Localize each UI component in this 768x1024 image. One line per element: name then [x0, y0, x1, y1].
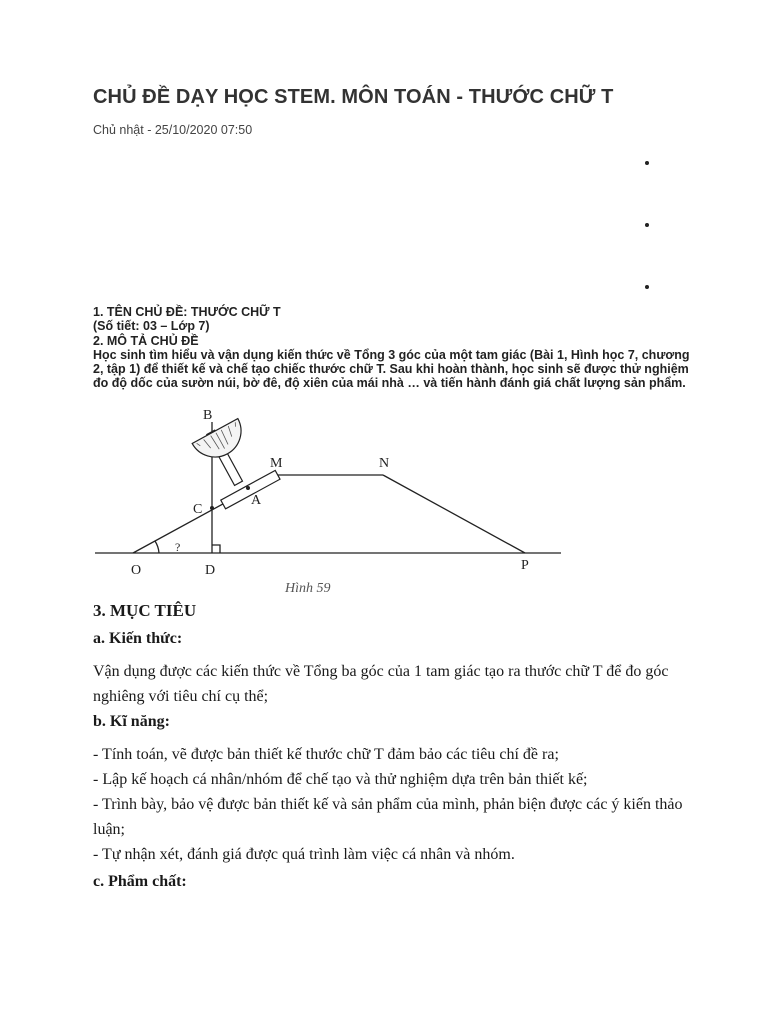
label-n: N	[379, 456, 390, 471]
slope-measurement-figure	[93, 405, 563, 600]
label-o: O	[131, 563, 142, 578]
bullet-item	[640, 212, 660, 274]
point-c	[210, 506, 214, 510]
right-slope-line	[383, 475, 525, 553]
objectives-heading: 3. MỤC TIÊU	[93, 601, 197, 620]
label-b: B	[203, 408, 213, 423]
list-item: - Trình bày, bảo vệ được bản thiết kế và sản phẩm của mình, phản biện được các ý kiến thảo luận;	[93, 796, 683, 838]
knowledge-heading: a. Kiến thức:	[93, 630, 183, 647]
label-m: M	[270, 456, 283, 471]
topic-name: 1. TÊN CHỦ ĐỀ: THƯỚC CHỮ T	[93, 305, 281, 319]
angle-arc	[155, 541, 159, 553]
lesson-count: (Số tiết: 03 – Lớp 7)	[93, 319, 210, 334]
skills-list	[93, 742, 683, 867]
description-heading: 2. MÔ TẢ CHỦ ĐỀ	[93, 333, 199, 348]
article-title: CHỦ ĐỀ DẠY HỌC STEM. MÔN TOÁN - THƯỚC CHỮ T	[93, 86, 614, 108]
list-item: - Lập kế hoạch cá nhân/nhóm để chế tạo và thử nghiệm dựa trên bản thiết kế;	[93, 771, 588, 788]
label-p: P	[521, 558, 529, 573]
point-a	[246, 486, 250, 490]
bullet-item	[640, 150, 660, 212]
qualities-heading: c. Phẩm chất:	[93, 873, 187, 890]
description-text: Học sinh tìm hiểu và vận dụng kiến thức về Tổng 3 góc của một tam giác (Bài 1, Hình học 7, chương 2, tập 1) để thiết kế và chế tạo chiếc thước chữ T. Sau khi hoàn thành, học sinh sẽ được thử nghiệm đo độ dốc của sườn núi, bờ đê, độ xiên của mái nhà … và tiến hành đánh giá chất lượng sản phẩm.	[93, 347, 690, 391]
bullet-dot-icon	[645, 223, 649, 227]
article-date: Chủ nhật - 25/10/2020 07:50	[93, 123, 253, 137]
knowledge-text: Vận dụng được các kiến thức về Tổng ba góc của 1 tam giác tạo ra thước chữ T để đo góc nghiêng với tiêu chí cụ thể;	[93, 663, 669, 705]
label-d: D	[205, 563, 216, 578]
topic-description-block	[93, 305, 693, 391]
right-angle-marker	[212, 545, 220, 553]
list-item: - Tính toán, vẽ được bản thiết kế thước chữ T đảm bảo các tiêu chí đề ra;	[93, 746, 559, 763]
bullet-dot-icon	[645, 161, 649, 165]
label-a: A	[251, 493, 262, 508]
skills-heading: b. Kĩ năng:	[93, 713, 170, 730]
bullet-dot-icon	[645, 285, 649, 289]
list-item: - Tự nhận xét, đánh giá được quá trình làm việc cá nhân và nhóm.	[93, 846, 515, 863]
angle-label: ?	[175, 540, 181, 554]
label-c: C	[193, 502, 203, 517]
figure-caption: Hình 59	[285, 581, 331, 596]
